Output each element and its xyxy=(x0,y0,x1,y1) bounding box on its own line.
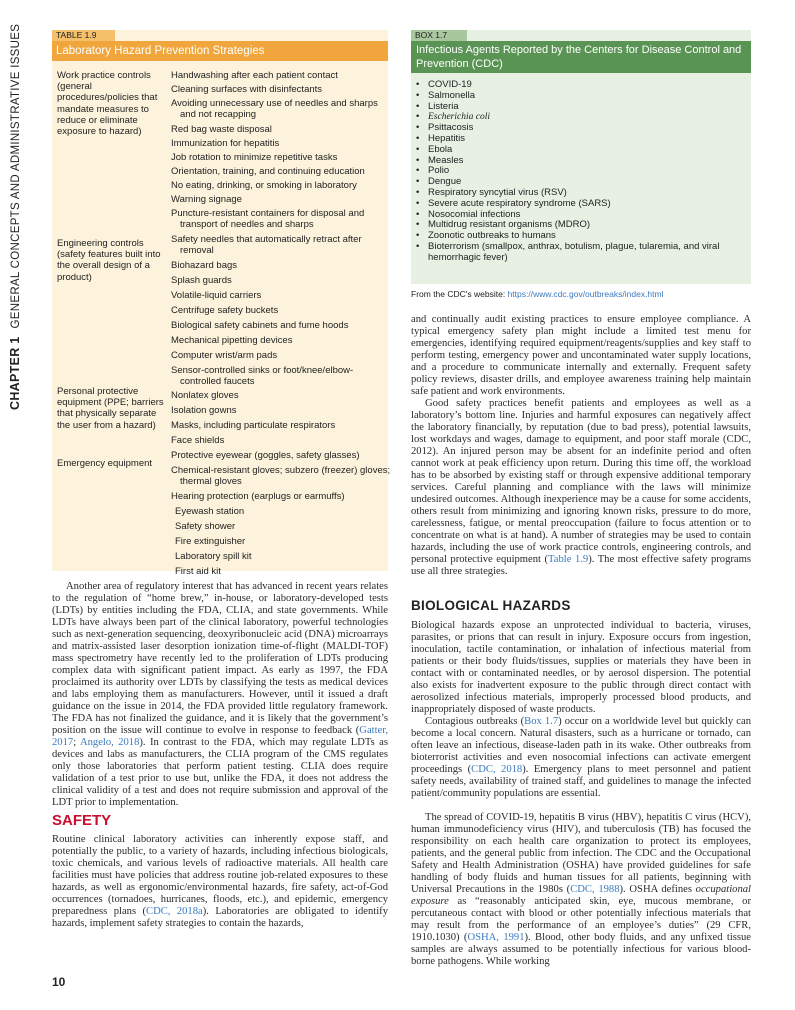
running-head xyxy=(4,10,30,410)
list-item: • Hepatitis xyxy=(416,134,746,145)
list-item: • Nosocomial infections xyxy=(416,210,746,221)
list-item: • Ebola xyxy=(416,145,746,156)
list-item: • Measles xyxy=(416,156,746,167)
table-category-ppe: Personal protective equipment (PPE; barriers that physically separate the user from a hazard) xyxy=(57,386,164,431)
chapter-label: CHAPTER 1 xyxy=(8,336,22,410)
list-item: • Listeria xyxy=(416,102,746,113)
table-item: Safety shower xyxy=(175,521,236,532)
table-item: Avoiding unnecessary use of needles and sharps and not recapping xyxy=(171,98,378,121)
table-item: Volatile-liquid carriers xyxy=(171,290,262,301)
table-item: Biological safety cabinets and fume hoods xyxy=(171,320,349,331)
list-item: • Multidrug resistant organisms (MDRO) xyxy=(416,220,746,231)
list-item: • Polio xyxy=(416,166,746,177)
table-item: Hearing protection (earplugs or earmuffs) xyxy=(171,491,345,502)
table-item: Laboratory spill kit xyxy=(175,551,252,562)
table-item: Cleaning surfaces with disinfectants xyxy=(171,84,323,95)
paragraph-ldt: Another area of regulatory interest that has advanced in recent years relates to the regulation of “home brew,” in-house, or laboratory-developed tests (LDTs) by entities including the FDA, CLIA, and state governments. While LDTs have always been part of the clinical laboratory, powerful technologies such as next-generation sequencing, deoxyribonucleic acid (DNA) microarrays and matrix-assisted laser desorption ionization time-of-flight (MALDI-TOF) mass spectrometry have recently led to the proliferation of LDTs producing complex data with significant patient impact. As early as 1997, the FDA proclaimed its authority over LDTs by classifying the tests as medical devices and labs employing them as manufacturers. However, until it issued a draft guidance on the issue in 2014, the FDA provided little regulatory framework. The FDA has not finalized the guidance, and it is likely that the government’s position on the issue will continue to evolve in response to feedback (Gatter, 2017; Angelo, 2018). In contrast to the FDA, which may regulate LDTs as devices and labs as manufacturers, the CLIA program of the CMS regulates only those laboratories that perform patient testing. CLIA does require validation of a test prior to use but, unlike the FDA, it does not address the clinical validity of a test and does not require submission and approval of the LDT prior to implementation. xyxy=(52,581,389,808)
table-item: Handwashing after each patient contact xyxy=(171,70,338,81)
table-title: Laboratory Hazard Prevention Strategies xyxy=(52,41,388,61)
table-category-engineering: Engineering controls (safety features built into the overall design of a product) xyxy=(57,238,161,283)
table-item: Splash guards xyxy=(171,275,232,286)
list-item: • Respiratory syncytial virus (RSV) xyxy=(416,188,746,199)
table-item: Protective eyewear (goggles, safety glasses) xyxy=(171,450,360,461)
paragraph-emergency-plan: and continually audit existing practices to ensure employee compliance. A typical emergency safety plan might include a limited test menu for emergencies, identifying required equipment/reagents/supplies and key staff to perform testing, emergency power and uncontaminated water supply locations, and a procedure to communicate internally and externally. Frequent safety policy reviews, disaster drills, and employee awareness training help maintain safe patient and work environments. xyxy=(411,314,751,397)
section-heading-safety: SAFETY xyxy=(52,812,112,829)
table-item: Nonlatex gloves xyxy=(171,390,239,401)
table-item: Fire extinguisher xyxy=(175,536,246,547)
box-1-7 xyxy=(411,30,751,284)
table-item: First aid kit xyxy=(175,566,221,577)
cdc-outbreaks-link[interactable]: https://www.cdc.gov/outbreaks/index.html xyxy=(507,289,664,299)
citation-link[interactable]: CDC, 1988 xyxy=(570,884,620,895)
table-item: Eyewash station xyxy=(175,506,245,517)
table-item: Chemical-resistant gloves; subzero (freezer) gloves; thermal gloves xyxy=(171,465,391,488)
table-item: Red bag waste disposal xyxy=(171,124,272,135)
list-item: • COVID-19 xyxy=(416,80,746,91)
paragraph-covid-precautions: The spread of COVID-19, hepatitis B virus (HBV), hepatitis C virus (HCV), human immunodeficiency virus (HIV), and tuberculosis (TB) has focused the responsibility on each health care organization to protect its employees, patients, and the general public from infection. The CDC and the Occupational Safety and Health Administration (OSHA) have provided guidelines for safe handling of body fluids and human tissues for all patients, beginning with Universal Precautions in the 1980s (CDC, 1988). OSHA defines occupational exposure as “reasonably anticipated skin, eye, mucous membrane, or percutaneous contact with blood or other potentially infectious materials that may result from the performance of an employee’s duties” (29 CFR, 1910.1030) (OSHA, 1991). Blood, other body fluids, and any unfixed tissue samples are always assumed to be potentially infectious for various blood-borne pathogens. While working xyxy=(411,812,752,967)
list-item: • Psittacosis xyxy=(416,123,746,134)
list-item: • Zoonotic outbreaks to humans xyxy=(416,231,746,242)
citation-link[interactable]: OSHA, 1991 xyxy=(467,932,525,943)
table-item: Computer wrist/arm pads xyxy=(171,350,278,361)
citation-link[interactable]: CDC, 2018 xyxy=(471,764,523,775)
table-item: Centrifuge safety buckets xyxy=(171,305,279,316)
table-item: Masks, including particulate respirators xyxy=(171,420,336,431)
box-source-note: From the CDC's website: https://www.cdc.gov/outbreaks/index.html xyxy=(411,289,664,299)
table-item: Isolation gowns xyxy=(171,405,237,416)
list-item: • Severe acute respiratory syndrome (SARS) xyxy=(416,199,746,210)
table-item: Immunization for hepatitis xyxy=(171,138,280,149)
citation-link[interactable]: Gatter, 2017 xyxy=(52,725,388,748)
table-item: Orientation, training, and continuing education xyxy=(171,166,365,177)
table-item: Job rotation to minimize repetitive tasks xyxy=(171,152,338,163)
table-item: Safety needles that automatically retract after removal xyxy=(171,234,362,257)
citation-link[interactable]: Table 1.9 xyxy=(548,554,589,565)
table-item: Warning signage xyxy=(171,194,242,205)
paragraph-outbreaks: Contagious outbreaks (Box 1.7) occur on a worldwide level but quickly can become a local concern. Natural disasters, such as a hurricane or tornado, can often leave an infectious, disease-laden path in its wake. Other outbreaks from bioterrorist activities and even nosocomial infections can activate emergent proceedings (CDC, 2018). Emergency plans to meet personnel and patient safety needs, availability of trained staff, and guidelines to manage the infected patient/community populations are essential. xyxy=(411,716,751,799)
citation-link[interactable]: Box 1.7 xyxy=(524,716,559,727)
table-item: Mechanical pipetting devices xyxy=(171,335,293,346)
list-item: • Escherichia coli xyxy=(416,112,746,123)
paragraph-safety: Routine clinical laboratory activities can inherently expose staff, and potentially the public, to a variety of hazards, including infectious biologicals, toxic chemicals, and various levels of radioactive materials. All health care facilities must have policies that address routine job-related exposures to these hazards, as well as ergonomic/environmental hazards, fire safety, act-of-God occurrences (tornadoes, hurricanes, floods, etc.), and epidemic, emergency preparedness plans (CDC, 2018a). Laboratories are obligated to identify hazards, implement safety strategies to contain the hazards, xyxy=(52,834,389,929)
table-1-9 xyxy=(52,30,391,577)
table-item: Biohazard bags xyxy=(171,260,238,271)
table-item: Sensor-controlled sinks or foot/knee/elbow-controlled faucets xyxy=(171,365,354,388)
table-item: Face shields xyxy=(171,435,225,446)
table-category-work-practice: Work practice controls (general procedures/policies that mandate measures to reduce or eliminate exposure to hazard) xyxy=(57,70,158,138)
box-title: Infectious Agents Reported by the Centers for Disease Control and Prevention (CDC) xyxy=(411,41,751,73)
paragraph-safety-practices: Good safety practices benefit patients and employees as well as a laboratory’s bottom line. Injuries and harmful exposures can negatively affect the laboratory financially, by reputation (due to bad press), potential lawsuits, lost workdays and wages, damage to equipment, and poor staff morale (CDC, 2012). An injured person may be absent for an indefinite period and often cannot work at peak efficiency upon return. During this time off, the workload has to be absorbed by existing staff or through expensive additional temporary services. Careful planning and compliance with the laws will minimize undesired outcomes. Although inexperience may be a cause for some accidents, others result from minimizing and ignoring known risks, pressure to do more, carelessness, fatigue, or mental preoccupation (failure to focus attention or to concentrate on what is at hand). A number of strategies may be used to contain hazards, including the use of work practice controls, engineering controls, and personal protective equipment (Table 1.9). The most effective safety programs use all three strategies. xyxy=(411,398,751,577)
table-item: No eating, drinking, or smoking in laboratory xyxy=(171,180,357,191)
list-item: • Bioterrorism (smallpox, anthrax, botulism, plague, tularemia, and viral hemorrhagic fever) xyxy=(416,242,746,264)
list-item: • Dengue xyxy=(416,177,746,188)
box-list xyxy=(416,80,746,264)
page-number: 10 xyxy=(52,975,66,989)
box-tag: BOX 1.7 xyxy=(411,30,467,41)
section-heading-biological-hazards: BIOLOGICAL HAZARDS xyxy=(411,598,571,613)
paragraph-biological-hazards: Biological hazards expose an unprotected individual to bacteria, viruses, parasites, or prions that can result in injury. Exposure occurs from ingestion, inoculation, tactile contamination, or inhalation of infectious material from patients or their body fluids/tissues, supplies or materials they have been in contact with or contaminated needles, or by aerosol dispersion. The potential also exists for inadvertent exposure to the public through direct contact with aerosolized infectious materials, improperly processed blood products, and inappropriately disposed of waste products. xyxy=(411,620,751,715)
citation-link[interactable]: Angelo, 2018 xyxy=(79,737,140,748)
table-category-emergency: Emergency equipment xyxy=(57,458,153,469)
table-tag: TABLE 1.9 xyxy=(52,30,115,41)
table-item: Puncture-resistant containers for disposal and transport of needles and sharps xyxy=(171,208,365,231)
citation-link[interactable]: CDC, 2018a xyxy=(146,906,203,917)
list-item: • Salmonella xyxy=(416,91,746,102)
chapter-title: GENERAL CONCEPTS AND ADMINISTRATIVE ISSUES xyxy=(10,23,22,329)
